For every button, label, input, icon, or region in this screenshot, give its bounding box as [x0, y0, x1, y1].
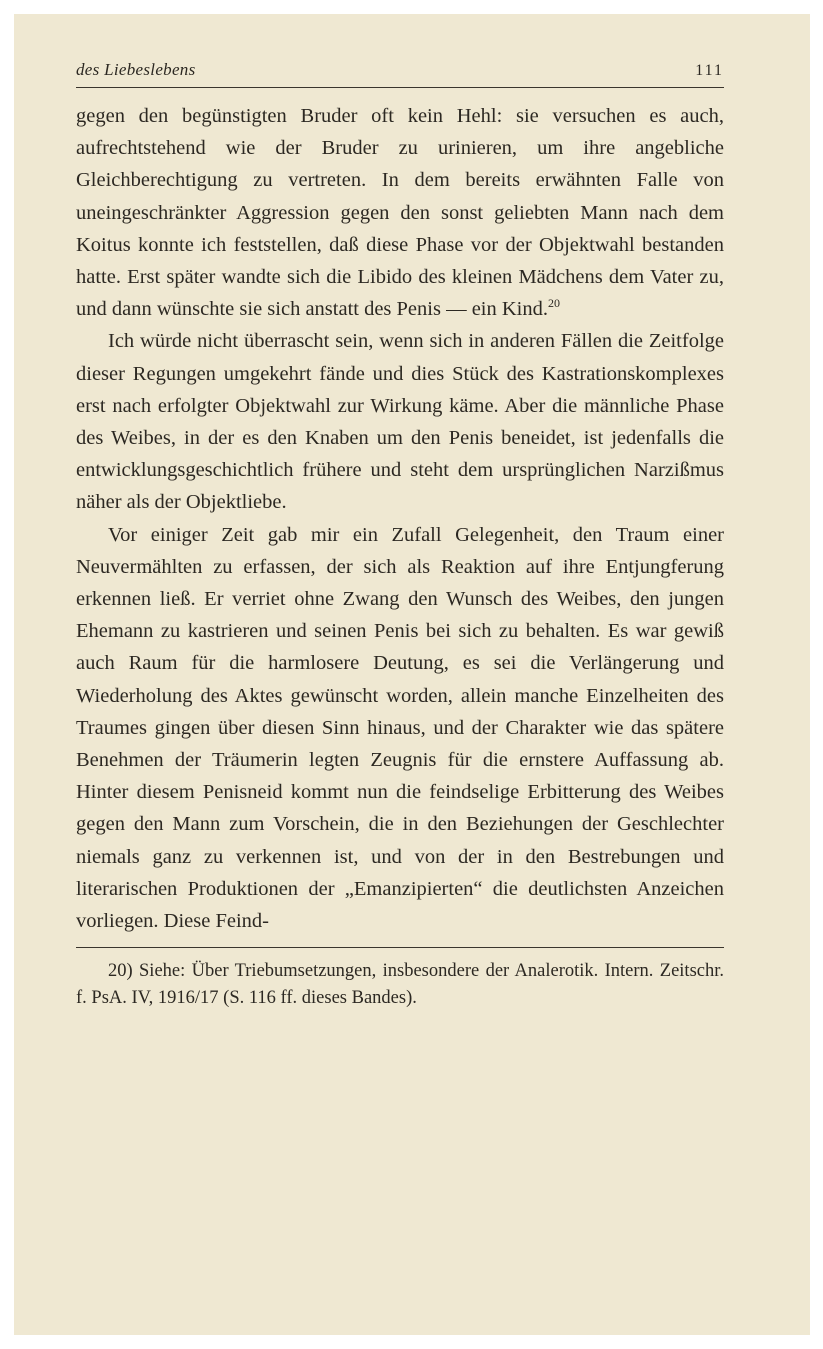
page-content [76, 58, 724, 1012]
running-header [76, 58, 724, 88]
footnote-20: 20) Siehe: Über Triebumsetzungen, insbesondere der Analerotik. Intern. Zeitschr. f. PsA. IV, 1916/17 (S. 116 ff. dieses Bandes). [76, 961, 724, 1009]
footnotes [76, 958, 724, 1012]
footnote-divider [76, 947, 724, 948]
footnote-reference-20: 20 [548, 296, 561, 311]
book-page [14, 14, 810, 1335]
running-title: des Liebeslebens [76, 60, 196, 79]
paragraph-3 [76, 519, 724, 938]
paragraph-1-text: gegen den begünstigten Bruder oft kein Hehl: sie versuchen es auch, aufrechtstehend wie der Bruder zu urinieren, um ihre angebliche Gleichberechtigung zu vertreten. In dem bereits erwähnten Falle von uneingeschränkter Aggression gegen den sonst geliebten Mann nach dem Koitus konnte ich feststellen, daß diese Phase vor der Objektwahl bestanden hatte. Erst später wandte sich die Libido des kleinen Mädchens dem Vater zu, und dann wünschte sie sich anstatt des Penis — ein Kind. [76, 105, 724, 321]
paragraph-1 [76, 100, 724, 325]
body-text [76, 100, 724, 937]
page-number: 111 [695, 62, 724, 79]
paragraph-3-text: Vor einiger Zeit gab mir ein Zufall Gelegenheit, den Traum einer Neuvermählten zu erfassen, der sich als Reaktion auf ihre Entjungferung erkennen ließ. Er verriet ohne Zwang den Wunsch des Weibes, den jungen Ehemann zu kastrieren und seinen Penis bei sich zu behalten. Es war gewiß auch Raum für die harmlosere Deutung, es sei die Verlängerung und Wiederholung des Aktes gewünscht worden, allein manche Einzelheiten des Traumes gingen über diesen Sinn hinaus, und der Charakter wie das spätere Benehmen der Träumerin legten Zeugnis für die ernstere Auffassung ab. Hinter diesem Penisneid kommt nun die feindselige Erbitterung des Weibes gegen den Mann zum Vorschein, die in den Beziehungen der Geschlechter niemals ganz zu verkennen ist, und von der in den Bestrebungen und literarischen Produktionen der „Emanzipierten“ die deutlichsten Anzeichen vorliegen. Diese Feind- [76, 523, 724, 933]
paragraph-2 [76, 325, 724, 518]
paragraph-2-text: Ich würde nicht überrascht sein, wenn sich in anderen Fällen die Zeitfolge dieser Regungen umgekehrt fände und dies Stück des Kastrationskomplexes erst nach erfolgter Objektwahl zur Wirkung käme. Aber die männliche Phase des Weibes, in der es den Knaben um den Penis beneidet, ist jedenfalls die entwicklungsgeschichtlich frühere und steht dem ursprünglichen Narzißmus näher als der Objektliebe. [76, 330, 724, 514]
